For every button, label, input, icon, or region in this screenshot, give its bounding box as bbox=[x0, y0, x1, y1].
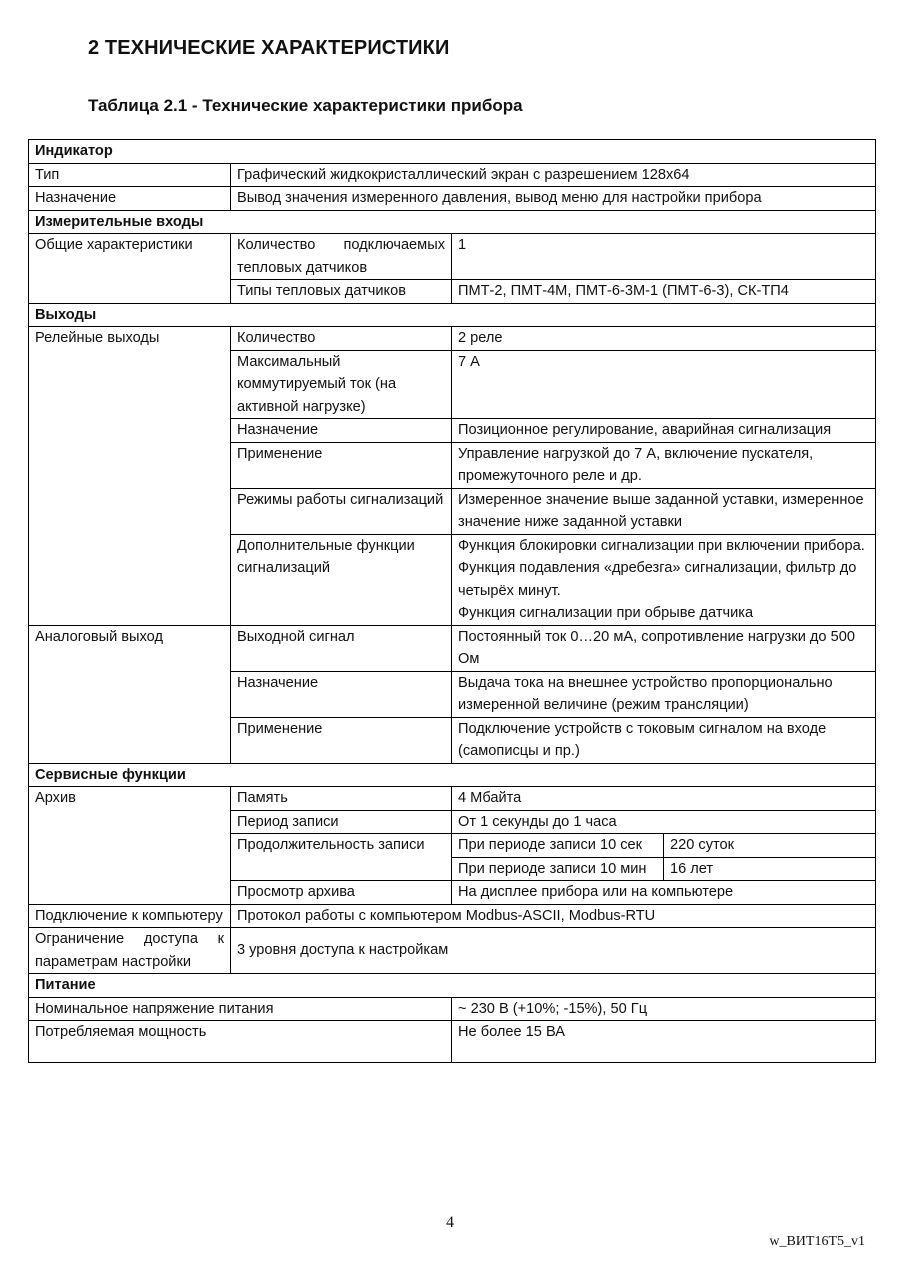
param-value-line: Функция подавления «дребезга» сигнализации, фильтр до четырёх минут. bbox=[458, 560, 857, 599]
table-row bbox=[29, 625, 876, 671]
table-row bbox=[29, 1021, 876, 1063]
section-row-outputs bbox=[29, 303, 876, 327]
param-value: Постоянный ток 0…20 мА, сопротивление нагрузки до 500 Ом bbox=[452, 625, 876, 671]
section-row-indicator bbox=[29, 140, 876, 164]
param-label: Дополнительные функции сигнализаций bbox=[231, 534, 452, 625]
param-label: Максимальный коммутируемый ток (на активной нагрузке) bbox=[231, 350, 452, 419]
section-title: Индикатор bbox=[29, 140, 876, 164]
row-label: Потребляемая мощность bbox=[29, 1021, 452, 1063]
table-row bbox=[29, 928, 876, 974]
table-row bbox=[29, 163, 876, 187]
row-label: Подключение к компьютеру bbox=[29, 904, 231, 928]
spec-table bbox=[28, 139, 876, 1063]
param-value: Управление нагрузкой до 7 А, включение пускателя, промежуточного реле и др. bbox=[452, 442, 876, 488]
row-label: Назначение bbox=[29, 187, 231, 211]
param-value: ПМТ-2, ПМТ-4М, ПМТ-6-3М-1 (ПМТ-6-3), СК-ТП4 bbox=[452, 280, 876, 304]
param-label: Память bbox=[231, 787, 452, 811]
param-label bbox=[231, 234, 452, 280]
row-value: ~ 230 В (+10%; -15%), 50 Гц bbox=[452, 997, 876, 1021]
group-label: Архив bbox=[29, 787, 231, 905]
row-value: 3 уровня доступа к настройкам bbox=[231, 928, 876, 974]
param-value bbox=[452, 534, 876, 625]
row-label: Номинальное напряжение питания bbox=[29, 997, 452, 1021]
page-number: 4 bbox=[446, 1214, 454, 1231]
param-value: Измеренное значение выше заданной уставки, измеренное значение ниже заданной уставки bbox=[452, 488, 876, 534]
param-value: 7 А bbox=[452, 350, 876, 419]
table-row bbox=[29, 234, 876, 280]
param-label: Применение bbox=[231, 442, 452, 488]
row-value: Протокол работы с компьютером Modbus-ASCII, Modbus-RTU bbox=[231, 904, 876, 928]
section-heading: 2 ТЕХНИЧЕСКИЕ ХАРАКТЕРИСТИКИ bbox=[88, 37, 450, 59]
section-row-inputs bbox=[29, 210, 876, 234]
table-title: Таблица 2.1 - Технические характеристики прибора bbox=[88, 96, 523, 115]
param-value: 220 суток bbox=[664, 834, 876, 858]
table-row bbox=[29, 327, 876, 351]
row-label: Тип bbox=[29, 163, 231, 187]
section-title: Выходы bbox=[29, 303, 876, 327]
param-value-line: Функция сигнализации при обрыве датчика bbox=[458, 605, 754, 621]
param-label: Просмотр архива bbox=[231, 881, 452, 905]
param-label: Применение bbox=[231, 717, 452, 763]
row-value: Вывод значения измеренного давления, вывод меню для настройки прибора bbox=[231, 187, 876, 211]
table-row bbox=[29, 187, 876, 211]
param-value: От 1 секунды до 1 часа bbox=[452, 810, 876, 834]
param-value: Выдача тока на внешнее устройство пропорционально измеренной величине (режим трансляции) bbox=[452, 671, 876, 717]
param-label: Выходной сигнал bbox=[231, 625, 452, 671]
section-row-service bbox=[29, 763, 876, 787]
param-value: На дисплее прибора или на компьютере bbox=[452, 881, 876, 905]
param-condition: При периоде записи 10 мин bbox=[452, 857, 664, 881]
param-label: Период записи bbox=[231, 810, 452, 834]
param-label: Количество bbox=[231, 327, 452, 351]
row-value: Не более 15 ВА bbox=[452, 1021, 876, 1063]
row-value: Графический жидкокристаллический экран с разрешением 128х64 bbox=[231, 163, 876, 187]
param-label: Назначение bbox=[231, 671, 452, 717]
table-row bbox=[29, 997, 876, 1021]
group-label: Релейные выходы bbox=[29, 327, 231, 626]
document-code: w_ВИТ16Т5_v1 bbox=[769, 1234, 865, 1249]
row-label: Ограничение доступа к параметрам настройки bbox=[29, 928, 231, 974]
table-row bbox=[29, 787, 876, 811]
param-label: Назначение bbox=[231, 419, 452, 443]
param-value: Позиционное регулирование, аварийная сигнализация bbox=[452, 419, 876, 443]
param-value: 1 bbox=[452, 234, 876, 280]
group-label: Аналоговый выход bbox=[29, 625, 231, 763]
param-value-line: Функция блокировки сигнализации при включении прибора. bbox=[458, 537, 865, 554]
param-value: 4 Мбайта bbox=[452, 787, 876, 811]
param-condition: При периоде записи 10 сек bbox=[452, 834, 664, 858]
param-label: Продолжительность записи bbox=[231, 834, 452, 881]
param-label-text: Количество подключаемых тепловых датчиков bbox=[237, 237, 445, 276]
param-label: Типы тепловых датчиков bbox=[231, 280, 452, 304]
section-title: Питание bbox=[29, 974, 876, 998]
param-value: 2 реле bbox=[452, 327, 876, 351]
param-label: Режимы работы сигнализаций bbox=[231, 488, 452, 534]
group-label: Общие характеристики bbox=[29, 234, 231, 304]
param-value: Подключение устройств с токовым сигналом на входе (самописцы и пр.) bbox=[452, 717, 876, 763]
section-row-power bbox=[29, 974, 876, 998]
table-row bbox=[29, 904, 876, 928]
section-title: Измерительные входы bbox=[29, 210, 876, 234]
param-value: 16 лет bbox=[664, 857, 876, 881]
section-title: Сервисные функции bbox=[29, 763, 876, 787]
